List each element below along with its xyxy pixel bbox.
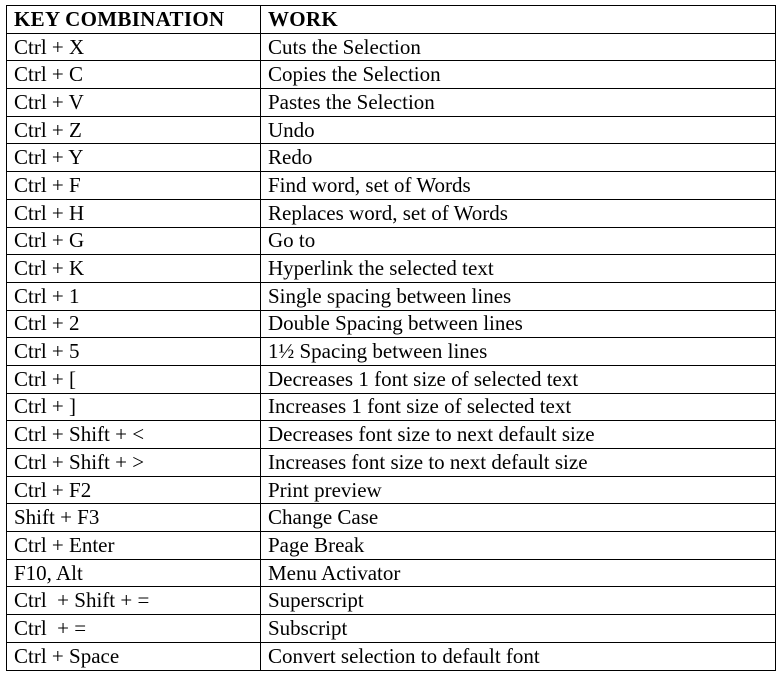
key-combination-cell: Ctrl + Shift + = [7,587,261,615]
key-combination-cell: Ctrl + Space [7,642,261,670]
key-combination-cell: Ctrl + K [7,255,261,283]
work-cell: Subscript [261,615,776,643]
work-cell: Menu Activator [261,559,776,587]
key-combination-cell: Shift + F3 [7,504,261,532]
table-row [7,532,776,560]
table-row [7,199,776,227]
table-row [7,144,776,172]
work-cell: Pastes the Selection [261,89,776,117]
table-row [7,476,776,504]
key-combination-cell: Ctrl + 5 [7,338,261,366]
key-combination-cell: Ctrl + H [7,199,261,227]
table-body [7,33,776,670]
work-cell: Copies the Selection [261,61,776,89]
work-cell: Superscript [261,587,776,615]
table-row [7,615,776,643]
key-combination-cell: Ctrl + Z [7,116,261,144]
work-cell: Replaces word, set of Words [261,199,776,227]
table-row [7,61,776,89]
work-cell: Go to [261,227,776,255]
table-row [7,449,776,477]
work-cell: Increases font size to next default size [261,449,776,477]
table-row [7,559,776,587]
work-cell: Decreases font size to next default size [261,421,776,449]
key-combination-cell: Ctrl + 2 [7,310,261,338]
header-row [7,6,776,34]
work-cell: Page Break [261,532,776,560]
shortcut-table [6,5,776,671]
work-cell: Single spacing between lines [261,282,776,310]
table-row [7,33,776,61]
work-header: WORK [261,6,776,34]
table-row [7,421,776,449]
table-row [7,642,776,670]
work-cell: 1½ Spacing between lines [261,338,776,366]
key-combination-cell: Ctrl + = [7,615,261,643]
work-cell: Increases 1 font size of selected text [261,393,776,421]
table-row [7,172,776,200]
key-combination-cell: F10, Alt [7,559,261,587]
key-combination-cell: Ctrl + Shift + < [7,421,261,449]
key-combination-cell: Ctrl + F2 [7,476,261,504]
key-combination-cell: Ctrl + Shift + > [7,449,261,477]
work-cell: Hyperlink the selected text [261,255,776,283]
table-row [7,255,776,283]
work-cell: Print preview [261,476,776,504]
work-cell: Double Spacing between lines [261,310,776,338]
table-row [7,393,776,421]
key-combination-cell: Ctrl + [ [7,365,261,393]
work-cell: Decreases 1 font size of selected text [261,365,776,393]
table-row [7,504,776,532]
table-row [7,227,776,255]
key-combination-cell: Ctrl + G [7,227,261,255]
table-row [7,116,776,144]
key-combination-cell: Ctrl + V [7,89,261,117]
table-row [7,587,776,615]
table-row [7,365,776,393]
work-cell: Redo [261,144,776,172]
key-combination-cell: Ctrl + Enter [7,532,261,560]
key-combination-cell: Ctrl + 1 [7,282,261,310]
key-combination-cell: Ctrl + Y [7,144,261,172]
key-combination-cell: Ctrl + ] [7,393,261,421]
key-combination-cell: Ctrl + X [7,33,261,61]
work-cell: Cuts the Selection [261,33,776,61]
work-cell: Undo [261,116,776,144]
work-cell: Change Case [261,504,776,532]
work-cell: Convert selection to default font [261,642,776,670]
work-cell: Find word, set of Words [261,172,776,200]
table-row [7,89,776,117]
key-combination-cell: Ctrl + F [7,172,261,200]
table-row [7,310,776,338]
table-row [7,338,776,366]
table-header [7,6,776,34]
key-combination-cell: Ctrl + C [7,61,261,89]
key-combination-header: KEY COMBINATION [7,6,261,34]
table-row [7,282,776,310]
